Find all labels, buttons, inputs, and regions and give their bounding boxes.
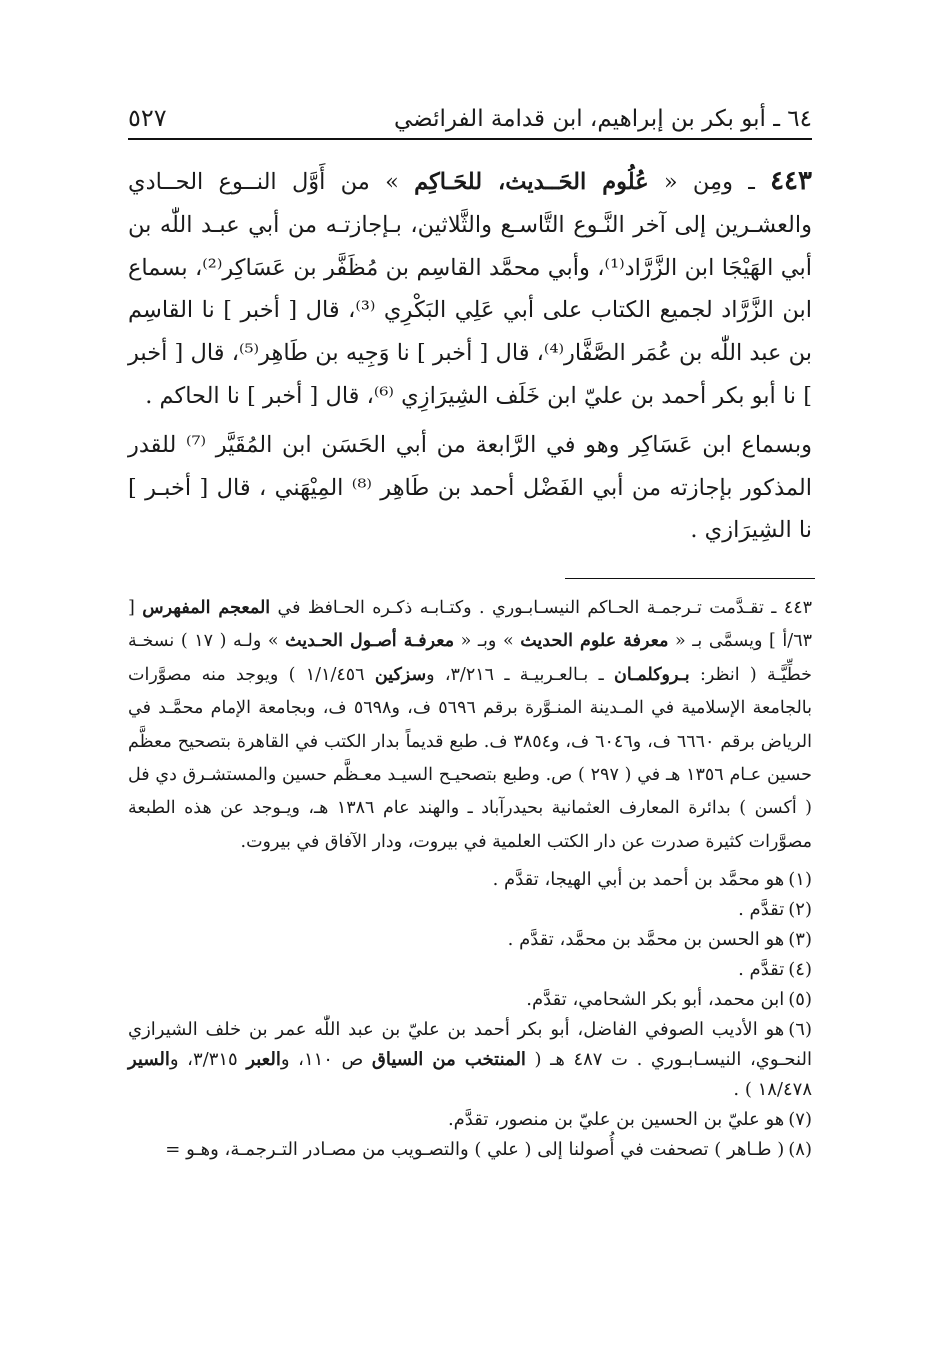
source-title: المنتخب من السياق [371,1049,526,1071]
source-title: العبر [246,1049,281,1071]
paragraph-1-body: » من أَوَّل النــوع الحــادي والعشـرين إلى آخر النَّـوع التَّاسـع والثَّلاثين، بـإجازتـه من أبي عبـد اللّٰه بن أبي الهَيْجَا ابن الزَّرَّاد⁽¹⁾، وأبي محمَّد القاسِم بن مُظَفَّر بن عَسَاكِر⁽²⁾، بسماع ابن الزَّرَّاد لجميع الكتاب على أبي عَلِي البَكْرِي ⁽³⁾، قال [ أخبر ] نا القاسِم بن عبد اللّٰه بن عُمَر الصَّفَّار⁽⁴⁾، قال [ أخبر ] نا وَجِيه بن طَاهِر⁽⁵⁾، قال [ أخبر ] نا أبو بكر أحمد بن عليّ ابن خَلَف الشِيرَازِي ⁽⁶⁾، قال [ أخبر ] نا الحاكم . [128,169,812,409]
footnote-item [128,865,812,895]
paragraph-1 [128,160,812,418]
source-title: سزكين [374,664,427,685]
book-title: عُلُوم الحَــديث، للحَـاكِم [414,169,649,195]
footnote-text: هو محمَّد بن أحمد بن أبي الهيجا، تقدَّم . [492,869,785,891]
footnote-list [128,865,812,1165]
footnote-divider [565,578,815,579]
page-header [128,92,812,140]
entry-footnote-text: » ولـه ( ١٧ ) نسخـة خطِّيَّـة ( انظر: [128,631,812,685]
footnote-text: ( طـاهر ) تصحفت في أُصولنا إلى ( علي ) والتصـويب من مصـادر التـرجمـة، وهـو = [165,1139,785,1161]
entry-footnote [128,592,812,859]
source-title: معرفـة أصـول الحـديث [285,631,455,652]
footnotes [128,592,812,1165]
footnote-mark: (٤) [788,959,812,981]
running-title: ٦٤ ـ أبو بكر بن إبراهيم، ابن قدامة الفرائضي [393,106,812,132]
footnote-mark: (١) [788,869,812,891]
footnote-mark: (٧) [788,1109,812,1131]
footnote-text: تقدَّم . [738,959,785,981]
footnote-item [128,1105,812,1135]
footnote-text: هو الحسن بن محمَّد بن محمَّد، تقدَّم . [507,929,785,951]
source-title: معرفة علوم الحديث [520,631,669,652]
entry-footnote-text: » وبـ « [454,631,521,652]
footnote-item [128,955,812,985]
page-number: ٥٢٧ [128,104,167,132]
footnote-mark: (٣) [788,929,812,951]
footnote-mark: (٢) [788,899,812,921]
source-title: المعجم المفهرس [142,598,271,618]
footnote-text: تقدَّم . [738,899,785,921]
footnote-text: ابن محمد، أبو بكر الشحامي، تقدَّم. [526,989,785,1011]
footnote-text: هو عليّ بن الحسين بن عليّ بن منصور، تقدَّم. [447,1109,785,1131]
footnote-item [128,1135,812,1165]
footnote-item [128,895,812,925]
main-text [128,160,812,552]
entry-footnote-text: ٤٤٣ ـ تقـدَّمت تـرجمـة الحـاكم النيسـابـوري . وكتـابـه ذكـره الحـافظ في [270,598,813,618]
footnote-text: ٣/٣١٥، و [169,1049,247,1071]
footnote-item [128,985,812,1015]
entry-footnote-text: [ ٦٣/أ ] ويسمَّى بـ « [128,598,813,652]
footnote-text: ١٨/٤٧٨ ) . [733,1079,812,1101]
source-title: بـروكلمـان [614,664,690,685]
footnote-item [128,1015,812,1105]
footnote-mark: (٨) [788,1139,812,1161]
footnote-mark: (٦) [788,1019,812,1041]
paragraph-2: وبسماع ابن عَسَاكِر وهو في الرَّابعة من أبي الحَسَن ابن المُقَيَّر ⁽⁷⁾ للقدر المذكور بإجازته من أبي الفَضْل أحمد بن طَاهِر ⁽⁸⁾ المِيْهَني ، قال [ أخبـر ] نا الشِيرَازي . [128,431,812,544]
entry-footnote-text: ١/١/٤٥٦ ) ويوجد منه مصوَّرات بالجامعة الإسلامية في المـدينة المنـوَّرة برقم ٥٦٩٦ ف، و٥٦٩٨ ف، وبجامعة الإمام محمَّـد في الرياض برقم ٦٦٦٠ ف، و٦٠٤٦ ف، و٣٨٥٤ ف. طبع قديماً بدار الكتب في القاهرة بتصحيح معظَّم حسين عـام ١٣٥٦ هـ في ( ٢٩٧ ) ص. وطبع بتصحيـح السيـد معـظَّم حسين والمستشـرق دي فل ( أكسن ) بدائرة المعارف العثمانية بحيدرآباد ـ والهند عام ١٣٨٦ هـ، ويـوجد عن هذه الطبعة مصوَّرات كثيرة صدرت عن دار الكتب العلمية في بيروت، ودار الآفاق في بيروت. [128,664,812,852]
source-title: السير [128,1049,170,1071]
paragraph-1-intro: ـ ومِن « [648,169,771,195]
footnote-text: هو الأديب الصوفي الفاضل، أبو بكر أحمد بن عليّ بن عبد اللّٰه عمر بن خلف الشيرازي النحـوي، النيسـابـوري . ت ٤٨٧ هـ ( [128,1019,812,1071]
entry-number: ٤٤٣ [770,166,812,196]
footnote-item [128,925,812,955]
entry-footnote-text: ـ بـالعـربيـة ـ ٣/٢١٦، و [426,664,614,685]
footnote-mark: (٥) [788,989,812,1011]
footnote-text: ص ١١٠، و [280,1049,372,1071]
